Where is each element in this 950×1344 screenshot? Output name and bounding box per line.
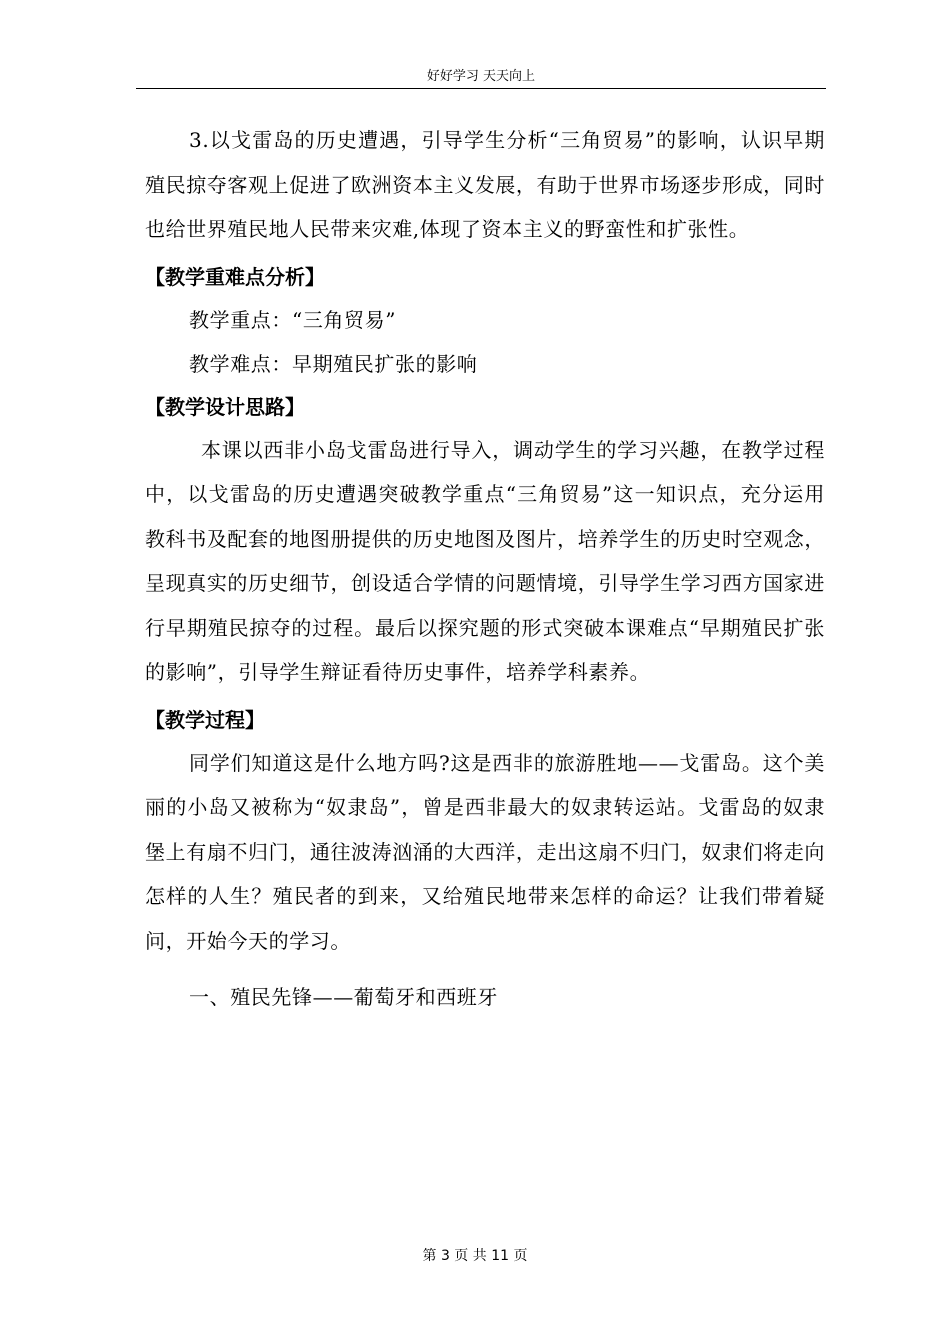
objective-item-3: 3.以戈雷岛的历史遭遇，引导学生分析“三角贸易”的影响，认识早期殖民掠夺客观上促进了欧洲资本主义发展，有助于世界市场逐步形成，同时也给世界殖民地人民带来灾难,体现了资本主义的野蛮性和扩张性。: [145, 128, 825, 241]
page-header: [136, 68, 826, 89]
design-paragraph: 本课以西非小岛戈雷岛进行导入，调动学生的学习兴趣，在教学过程中，以戈雷岛的历史遭遇突破教学重点“三角贸易”这一知识点，充分运用教科书及配套的地图册提供的历史地图及图片，培养学生的历史时空观念，呈现真实的历史细节，创设适合学情的问题情境，引导学生学习西方国家进行早期殖民掠夺的过程。最后以探究题的形式突破本课难点“早期殖民扩张的影响”，引导学生辩证看待历史事件，培养学科素养。: [145, 437, 825, 684]
design-heading: 【教学设计思路】: [145, 394, 305, 419]
document-body: [145, 118, 825, 1019]
page-number: 第 3 页 共 11 页: [422, 1248, 528, 1264]
teaching-difficulty: 教学难点：早期殖民扩张的影响: [189, 351, 478, 376]
spacer: [145, 963, 825, 975]
key-points-heading: 【教学重难点分析】: [145, 264, 325, 289]
process-heading: 【教学过程】: [145, 707, 265, 732]
process-intro-paragraph: 同学们知道这是什么地方吗?这是西非的旅游胜地——戈雷岛。这个美丽的小岛又被称为“奴隶岛”，曾是西非最大的奴隶转运站。戈雷岛的奴隶堡上有扇不归门，通往波涛汹涌的大西洋，走出这扇不归门，奴隶们将走向怎样的人生？殖民者的到来，又给殖民地带来怎样的命运？让我们带着疑问，开始今天的学习。: [145, 750, 825, 953]
page-footer: [0, 1247, 950, 1265]
section-title-1: 一、殖民先锋——葡萄牙和西班牙: [189, 985, 498, 1009]
header-text: 好好学习 天天向上: [426, 69, 536, 84]
teaching-focus: 教学重点：“三角贸易”: [189, 307, 397, 332]
